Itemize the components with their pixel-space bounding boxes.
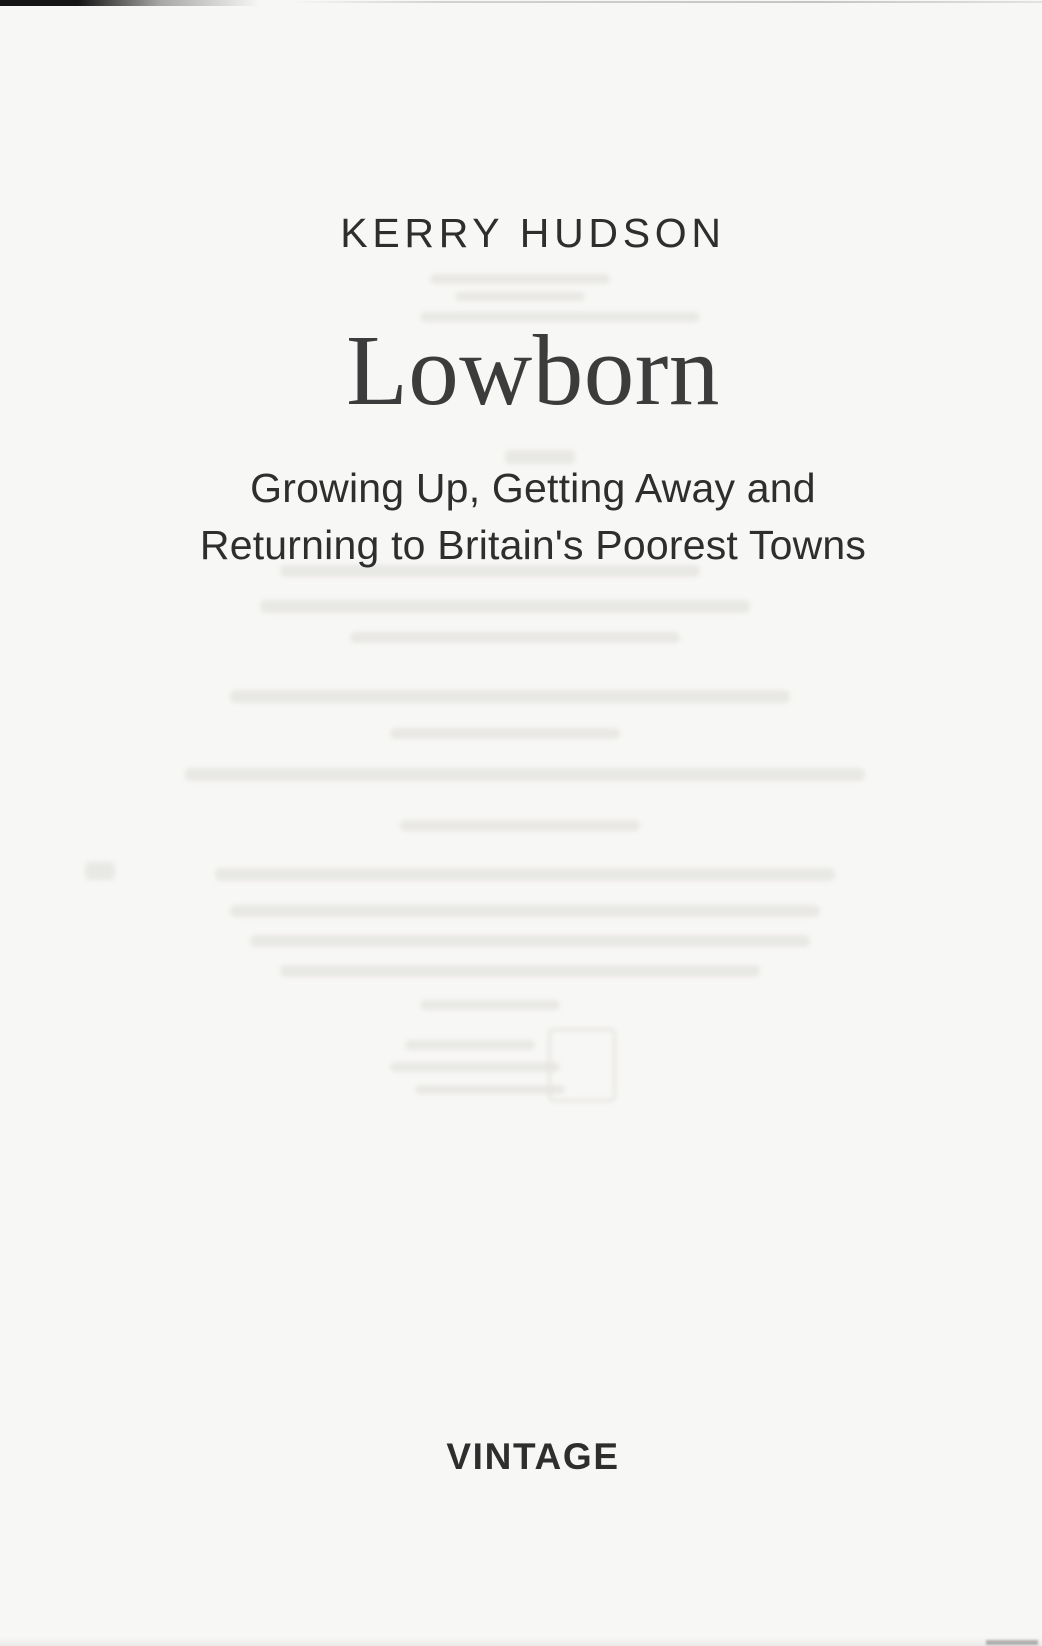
showthrough-line bbox=[390, 728, 620, 739]
showthrough-line bbox=[430, 274, 610, 284]
scan-edge-artifact-top-left bbox=[0, 0, 260, 6]
showthrough-line bbox=[185, 768, 865, 781]
showthrough-line bbox=[400, 820, 640, 831]
scan-edge-artifact-bottom bbox=[0, 1637, 1042, 1646]
book-title: Lowborn bbox=[346, 314, 720, 426]
scan-edge-artifact-bottom-right bbox=[986, 1640, 1038, 1645]
showthrough-line bbox=[215, 868, 835, 881]
showthrough-line bbox=[230, 690, 790, 703]
showthrough-line bbox=[230, 905, 820, 917]
subtitle-line-2: Returning to Britain's Poorest Towns bbox=[199, 522, 867, 568]
showthrough-line bbox=[415, 1085, 565, 1094]
showthrough-line bbox=[405, 1040, 535, 1050]
showthrough-line bbox=[280, 965, 760, 977]
book-subtitle bbox=[12, 460, 1042, 574]
subtitle-line-1: Growing Up, Getting Away and bbox=[250, 465, 816, 511]
showthrough-line bbox=[260, 600, 750, 613]
showthrough-line bbox=[350, 632, 680, 643]
showthrough-line bbox=[250, 935, 810, 947]
showthrough-line bbox=[455, 292, 585, 301]
showthrough-line bbox=[420, 1000, 560, 1010]
showthrough-logo-box bbox=[548, 1028, 616, 1102]
showthrough-mark bbox=[85, 862, 115, 880]
author-name: KERRY HUDSON bbox=[340, 210, 726, 256]
publisher-imprint: VINTAGE bbox=[446, 1436, 620, 1477]
showthrough-line bbox=[390, 1062, 560, 1072]
scan-edge-artifact-top bbox=[290, 1, 1042, 3]
